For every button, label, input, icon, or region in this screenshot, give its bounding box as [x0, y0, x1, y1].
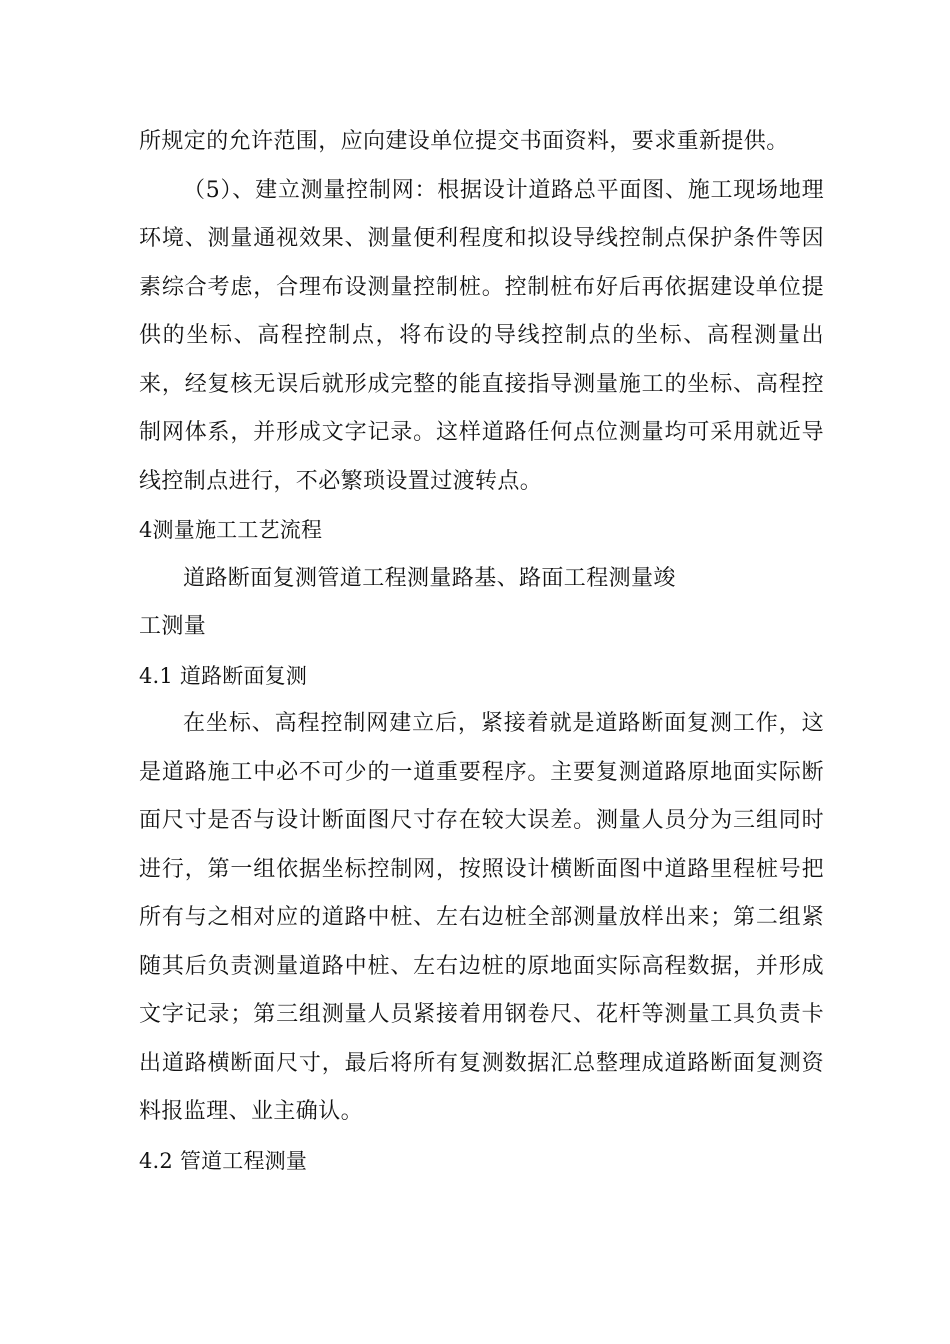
- paragraph-allowed-range: 所规定的允许范围，应向建设单位提交书面资料，要求重新提供。: [139, 129, 789, 154]
- section-heading-4-2: 4.2 管道工程测量: [139, 1148, 308, 1173]
- section-heading-4-1: 4.1 道路断面复测: [139, 663, 308, 688]
- process-flow-line: 道路断面复测管道工程测量路基、路面工程测量竣: [183, 565, 676, 591]
- process-flow-tail: 工测量: [139, 614, 207, 639]
- section-heading-4: 4测量施工工艺流程: [139, 518, 323, 542]
- paragraph-section-resurvey: 在坐标、高程控制网建立后，紧接着就是道路断面复测工作，这是道路施工中必不可少的一道重要程序。主要复测道路原地面实际断面尺寸是否与设计断面图尺寸存在较大误差。测量人员分为三组同时进行，第一组依据坐标控制网，按照设计横断面图中道路里程桩号把所有与之相对应的道路中桩、左右边桩全部测量放样出来；第二组紧随其后负责测量道路中桩、左右边桩的原地面实际高程数据，并形成文字记录；第三组测量人员紧接着用钢卷尺、花杆等测量工具负责卡出道路横断面尺寸，最后将所有复测数据汇总整理成道路断面复测资料报监理、业主确认。: [139, 711, 824, 1124]
- document-page: [139, 118, 824, 1185]
- paragraph-control-network: （5）、建立测量控制网：根据设计道路总平面图、施工现场地理环境、测量通视效果、测量便利程度和拟设导线控制点保护条件等因素综合考虑，合理布设测量控制桩。控制桩布好后再依据建设单位提供的坐标、高程控制点，将布设的导线控制点的坐标、高程测量出来，经复核无误后就形成完整的能直接指导测量施工的坐标、高程控制网体系，并形成文字记录。这样道路任何点位测量均可采用就近导线控制点进行，不必繁琐设置过渡转点。: [139, 177, 824, 494]
